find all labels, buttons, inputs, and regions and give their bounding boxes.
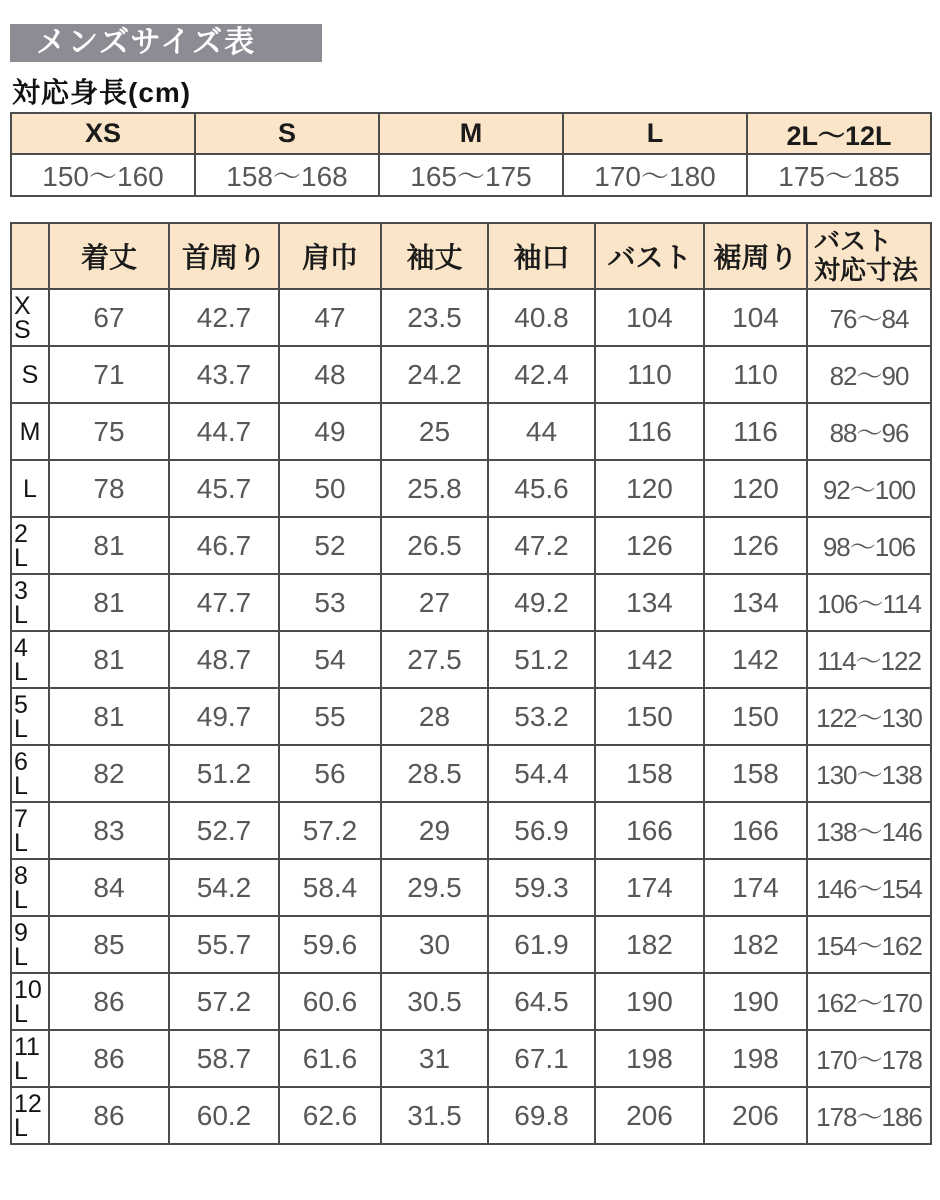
- size-value-cell: 154〜162: [807, 916, 931, 973]
- size-value-cell: 158: [595, 745, 704, 802]
- size-value-cell: 45.6: [488, 460, 595, 517]
- size-table-row: [11, 517, 931, 574]
- size-value-cell: 53: [279, 574, 381, 631]
- size-value-cell: 24.2: [381, 346, 488, 403]
- size-value-cell: 49.2: [488, 574, 595, 631]
- height-value-cell: 150〜160: [11, 154, 195, 196]
- size-value-cell: 30: [381, 916, 488, 973]
- size-value-cell: 158: [704, 745, 807, 802]
- size-value-cell: 51.2: [169, 745, 279, 802]
- size-value-cell: 110: [595, 346, 704, 403]
- height-table-caption: 対応身長(cm): [12, 77, 192, 108]
- size-value-cell: 27.5: [381, 631, 488, 688]
- row-label: 6 L: [11, 745, 49, 802]
- size-value-cell: 86: [49, 1087, 169, 1144]
- size-value-cell: 88〜96: [807, 403, 931, 460]
- size-value-cell: 55.7: [169, 916, 279, 973]
- size-col-header: バスト 対応寸法: [807, 223, 931, 289]
- row-label: 3 L: [11, 574, 49, 631]
- size-value-cell: 85: [49, 916, 169, 973]
- size-table-row: [11, 403, 931, 460]
- size-table-row: [11, 859, 931, 916]
- row-label: 11 L: [11, 1030, 49, 1087]
- size-value-cell: 83: [49, 802, 169, 859]
- size-value-cell: 81: [49, 688, 169, 745]
- corner-cell: [11, 223, 49, 289]
- size-value-cell: 46.7: [169, 517, 279, 574]
- size-value-cell: 75: [49, 403, 169, 460]
- size-value-cell: 57.2: [279, 802, 381, 859]
- size-value-cell: 81: [49, 574, 169, 631]
- size-value-cell: 162〜170: [807, 973, 931, 1030]
- height-table: [10, 112, 932, 197]
- size-value-cell: 31: [381, 1030, 488, 1087]
- row-label: 9 L: [11, 916, 49, 973]
- size-value-cell: 61.9: [488, 916, 595, 973]
- size-table-row: [11, 574, 931, 631]
- size-value-cell: 71: [49, 346, 169, 403]
- height-col-header: S: [195, 113, 379, 154]
- size-value-cell: 116: [704, 403, 807, 460]
- size-value-cell: 206: [704, 1087, 807, 1144]
- height-table-value-row: [11, 154, 931, 196]
- row-label: L: [11, 460, 49, 517]
- size-value-cell: 182: [595, 916, 704, 973]
- size-table-header-row: [11, 223, 931, 289]
- size-value-cell: 67.1: [488, 1030, 595, 1087]
- size-table-row: [11, 973, 931, 1030]
- size-value-cell: 62.6: [279, 1087, 381, 1144]
- height-table-header-row: [11, 113, 931, 154]
- size-value-cell: 29: [381, 802, 488, 859]
- size-value-cell: 30.5: [381, 973, 488, 1030]
- size-value-cell: 206: [595, 1087, 704, 1144]
- size-value-cell: 54.2: [169, 859, 279, 916]
- size-col-header: 着丈: [49, 223, 169, 289]
- size-value-cell: 50: [279, 460, 381, 517]
- size-col-header: バスト: [595, 223, 704, 289]
- size-value-cell: 114〜122: [807, 631, 931, 688]
- size-value-cell: 51.2: [488, 631, 595, 688]
- size-table-row: [11, 745, 931, 802]
- size-value-cell: 48.7: [169, 631, 279, 688]
- size-value-cell: 170〜178: [807, 1030, 931, 1087]
- size-value-cell: 26.5: [381, 517, 488, 574]
- size-value-cell: 190: [595, 973, 704, 1030]
- height-value-cell: 175〜185: [747, 154, 931, 196]
- size-table-row: [11, 1030, 931, 1087]
- size-value-cell: 76〜84: [807, 289, 931, 346]
- size-value-cell: 28.5: [381, 745, 488, 802]
- size-value-cell: 81: [49, 517, 169, 574]
- size-value-cell: 78: [49, 460, 169, 517]
- size-value-cell: 104: [704, 289, 807, 346]
- height-col-header: M: [379, 113, 563, 154]
- row-label: 5 L: [11, 688, 49, 745]
- size-value-cell: 60.6: [279, 973, 381, 1030]
- size-col-header: 裾周り: [704, 223, 807, 289]
- size-table-row: [11, 802, 931, 859]
- size-value-cell: 54.4: [488, 745, 595, 802]
- size-value-cell: 69.8: [488, 1087, 595, 1144]
- size-value-cell: 104: [595, 289, 704, 346]
- size-value-cell: 25: [381, 403, 488, 460]
- size-value-cell: 182: [704, 916, 807, 973]
- size-table-row: [11, 631, 931, 688]
- size-value-cell: 198: [704, 1030, 807, 1087]
- height-col-header: 2L〜12L: [747, 113, 931, 154]
- row-label: 8 L: [11, 859, 49, 916]
- size-value-cell: 44.7: [169, 403, 279, 460]
- size-value-cell: 98〜106: [807, 517, 931, 574]
- size-value-cell: 134: [704, 574, 807, 631]
- size-table-row: [11, 916, 931, 973]
- size-value-cell: 54: [279, 631, 381, 688]
- size-value-cell: 174: [595, 859, 704, 916]
- size-value-cell: 81: [49, 631, 169, 688]
- row-label: 7 L: [11, 802, 49, 859]
- size-value-cell: 92〜100: [807, 460, 931, 517]
- size-value-cell: 146〜154: [807, 859, 931, 916]
- size-value-cell: 150: [595, 688, 704, 745]
- size-value-cell: 27: [381, 574, 488, 631]
- height-col-header: L: [563, 113, 747, 154]
- size-value-cell: 29.5: [381, 859, 488, 916]
- size-value-cell: 59.3: [488, 859, 595, 916]
- height-value-cell: 165〜175: [379, 154, 563, 196]
- height-value-cell: 158〜168: [195, 154, 379, 196]
- size-value-cell: 142: [704, 631, 807, 688]
- size-value-cell: 53.2: [488, 688, 595, 745]
- size-table-row: [11, 289, 931, 346]
- size-value-cell: 59.6: [279, 916, 381, 973]
- size-value-cell: 198: [595, 1030, 704, 1087]
- row-label: M: [11, 403, 49, 460]
- size-value-cell: 56: [279, 745, 381, 802]
- size-value-cell: 166: [595, 802, 704, 859]
- size-value-cell: 42.4: [488, 346, 595, 403]
- size-table-body: [11, 289, 931, 1144]
- size-table: [10, 222, 932, 1145]
- size-value-cell: 67: [49, 289, 169, 346]
- row-label: 4 L: [11, 631, 49, 688]
- size-table-row: [11, 688, 931, 745]
- size-value-cell: 31.5: [381, 1087, 488, 1144]
- size-value-cell: 52: [279, 517, 381, 574]
- height-col-header: XS: [11, 113, 195, 154]
- size-value-cell: 44: [488, 403, 595, 460]
- row-label: 10 L: [11, 973, 49, 1030]
- size-value-cell: 49: [279, 403, 381, 460]
- size-value-cell: 58.4: [279, 859, 381, 916]
- size-value-cell: 40.8: [488, 289, 595, 346]
- size-value-cell: 86: [49, 973, 169, 1030]
- size-value-cell: 120: [595, 460, 704, 517]
- size-value-cell: 178〜186: [807, 1087, 931, 1144]
- size-col-header: 首周り: [169, 223, 279, 289]
- size-value-cell: 60.2: [169, 1087, 279, 1144]
- size-value-cell: 55: [279, 688, 381, 745]
- size-value-cell: 52.7: [169, 802, 279, 859]
- size-col-header: 袖口: [488, 223, 595, 289]
- size-value-cell: 126: [595, 517, 704, 574]
- size-table-row: [11, 1087, 931, 1144]
- row-label: S: [11, 346, 49, 403]
- size-value-cell: 28: [381, 688, 488, 745]
- size-value-cell: 138〜146: [807, 802, 931, 859]
- size-value-cell: 82: [49, 745, 169, 802]
- size-value-cell: 130〜138: [807, 745, 931, 802]
- size-value-cell: 23.5: [381, 289, 488, 346]
- height-value-cell: 170〜180: [563, 154, 747, 196]
- size-value-cell: 42.7: [169, 289, 279, 346]
- size-value-cell: 142: [595, 631, 704, 688]
- row-label: 12 L: [11, 1087, 49, 1144]
- size-value-cell: 82〜90: [807, 346, 931, 403]
- size-value-cell: 86: [49, 1030, 169, 1087]
- size-value-cell: 45.7: [169, 460, 279, 517]
- size-value-cell: 61.6: [279, 1030, 381, 1087]
- size-value-cell: 134: [595, 574, 704, 631]
- size-value-cell: 120: [704, 460, 807, 517]
- size-value-cell: 48: [279, 346, 381, 403]
- page-title: メンズサイズ表: [10, 24, 322, 62]
- size-value-cell: 57.2: [169, 973, 279, 1030]
- size-value-cell: 166: [704, 802, 807, 859]
- size-value-cell: 116: [595, 403, 704, 460]
- size-table-row: [11, 346, 931, 403]
- size-col-header: 肩巾: [279, 223, 381, 289]
- size-value-cell: 25.8: [381, 460, 488, 517]
- size-value-cell: 126: [704, 517, 807, 574]
- size-value-cell: 49.7: [169, 688, 279, 745]
- size-value-cell: 43.7: [169, 346, 279, 403]
- size-value-cell: 47: [279, 289, 381, 346]
- size-value-cell: 122〜130: [807, 688, 931, 745]
- row-label: 2 L: [11, 517, 49, 574]
- size-value-cell: 47.2: [488, 517, 595, 574]
- size-value-cell: 150: [704, 688, 807, 745]
- size-value-cell: 64.5: [488, 973, 595, 1030]
- size-value-cell: 106〜114: [807, 574, 931, 631]
- size-col-header: 袖丈: [381, 223, 488, 289]
- size-value-cell: 58.7: [169, 1030, 279, 1087]
- size-value-cell: 174: [704, 859, 807, 916]
- size-value-cell: 84: [49, 859, 169, 916]
- size-value-cell: 56.9: [488, 802, 595, 859]
- row-label: X S: [11, 289, 49, 346]
- size-table-row: [11, 460, 931, 517]
- size-value-cell: 190: [704, 973, 807, 1030]
- size-value-cell: 110: [704, 346, 807, 403]
- size-value-cell: 47.7: [169, 574, 279, 631]
